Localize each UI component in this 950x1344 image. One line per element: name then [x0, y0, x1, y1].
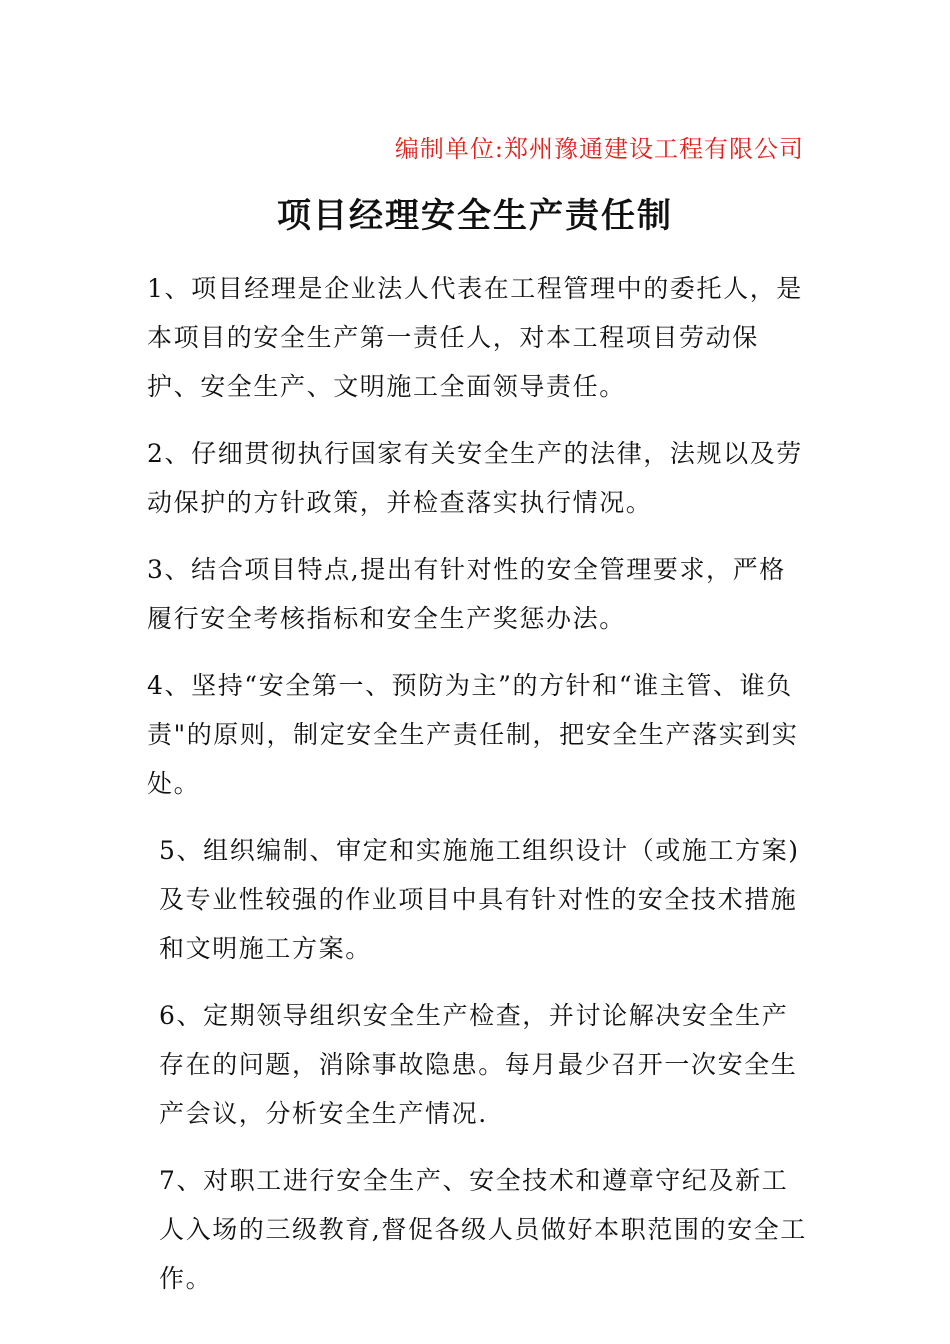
paragraph-2: 2、仔细贯彻执行国家有关安全生产的法律，法规以及劳动保护的方针政策，并检查落实执行情况。: [147, 439, 803, 517]
paragraph-1: 1、项目经理是企业法人代表在工程管理中的委托人，是本项目的安全生产第一责任人，对本工程项目劳动保护、安全生产、文明施工全面领导责任。: [147, 274, 803, 401]
document-body: [147, 264, 807, 1321]
document-title: 项目经理安全生产责任制: [277, 196, 673, 236]
paragraph-5: 5、组织编制、审定和实施施工组织设计（或施工方案)及专业性较强的作业项目中具有针对性的安全技术措施和文明施工方案。: [159, 836, 800, 963]
paragraph-6: 6、定期领导组织安全生产检查，并讨论解决安全生产存在的问题，消除事故隐患。每月最少召开一次安全生产会议，分析安全生产情况.: [159, 1001, 798, 1128]
organization-label: 编制单位:郑州豫通建设工程有限公司: [394, 135, 804, 163]
paragraph-3: 3、结合项目特点,提出有针对性的安全管理要求，严格履行安全考核指标和安全生产奖惩办法。: [147, 555, 786, 633]
paragraph-7: 7、对职工进行安全生产、安全技术和遵章守纪及新工人入场的三级教育,督促各级人员做好本职范围的安全工作。: [159, 1166, 807, 1293]
paragraph-4: 4、坚持“安全第一、预防为主”的方针和“谁主管、谁负责"的原则，制定安全生产责任制，把安全生产落实到实处。: [147, 671, 799, 798]
